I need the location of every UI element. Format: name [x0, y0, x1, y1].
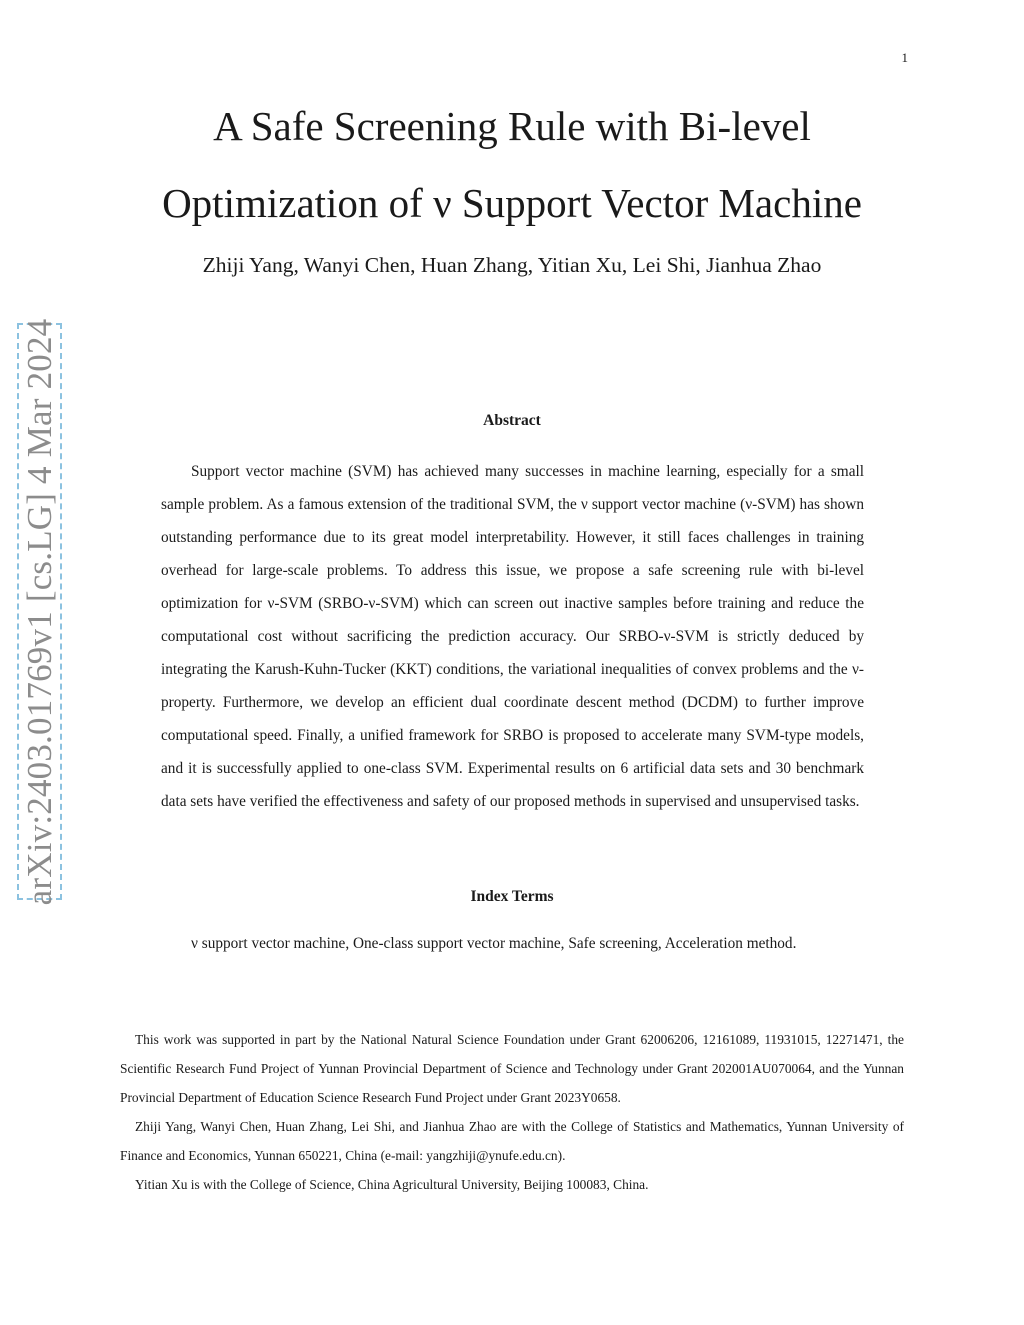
page-number: 1 [901, 50, 908, 65]
paper-title [100, 88, 924, 242]
index-terms-heading: Index Terms [470, 888, 554, 905]
footnotes [120, 1025, 904, 1199]
abstract-heading: Abstract [483, 412, 541, 429]
paper-title-line-2: Optimization of ν Support Vector Machine [162, 180, 862, 226]
arxiv-identifier[interactable]: arXiv:2403.01769v1 [cs.LG] 4 Mar 2024 [20, 318, 59, 906]
author-list: Zhiji Yang, Wanyi Chen, Huan Zhang, Yitian Xu, Lei Shi, Jianhua Zhao [202, 253, 822, 277]
abstract-text: Support vector machine (SVM) has achieved many successes in machine learning, especially for a small sample problem. As a famous extension of the traditional SVM, the ν support vector machine (ν-SVM) has shown outstanding performance due to its great model interpretability. However, it still faces challenges in training overhead for large-scale problems. To address this issue, we propose a safe screening rule with bi-level optimization for ν-SVM (SRBO-ν-SVM) which can screen out inactive samples before training and reduce the computational cost without sacrificing the prediction accuracy. Our SRBO-ν-SVM is strictly deduced by integrating the Karush-Kuhn-Tucker (KKT) conditions, the variational inequalities of convex problems and the ν-property. Furthermore, we develop an efficient dual coordinate descent method (DCDM) to further improve computational speed. Finally, a unified framework for SRBO is proposed to accelerate many SVM-type models, and it is successfully applied to one-class SVM. Experimental results on 6 artificial data sets and 30 benchmark data sets have verified the effectiveness and safety of our proposed methods in supervised and unsupervised tasks. [161, 463, 864, 811]
footnote-affiliation-1: Zhiji Yang, Wanyi Chen, Huan Zhang, Lei Shi, and Jianhua Zhao are with the College of Statistics and Mathematics, Yunnan University of Finance and Economics, Yunnan 650221, China (e-mail: yangzhiji@ynufe.edu.cn). [120, 1119, 904, 1163]
footnote-affiliation-2: Yitian Xu is with the College of Science, China Agricultural University, Beijing 100083, China. [135, 1177, 649, 1192]
index-terms-text: ν support vector machine, One-class support vector machine, Safe screening, Acceleration method. [191, 935, 797, 952]
footnote-funding: This work was supported in part by the National Natural Science Foundation under Grant 62006206, 12161089, 11931015, 12271471, the Scientific Research Fund Project of Yunnan Provincial Department of Science and Technology under Grant 202001AU070064, and the Yunnan Provincial Department of Education Science Research Fund Project under Grant 2023Y0658. [120, 1032, 904, 1105]
paper-title-line-1: A Safe Screening Rule with Bi-level [213, 103, 811, 149]
